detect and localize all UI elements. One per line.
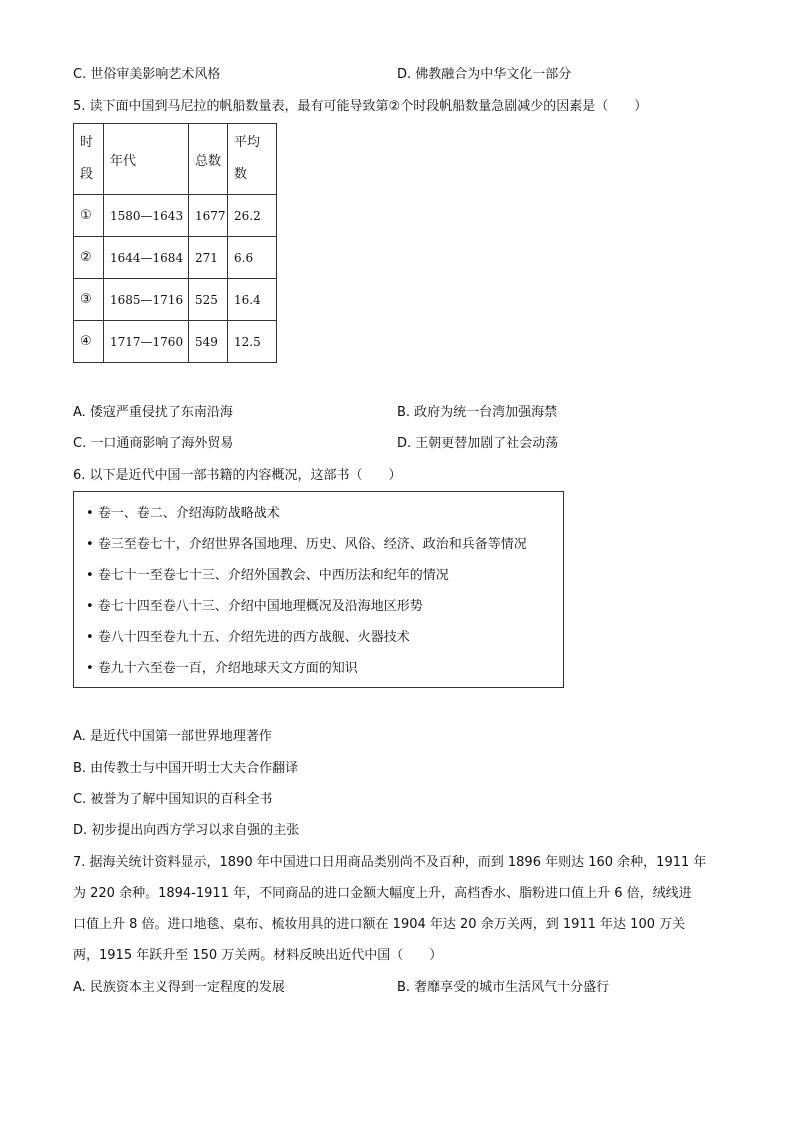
q4-option-d: D. 佛教融合为中华文化一部分 [397,67,572,82]
q6-stem: 6. 以下是近代中国一部书籍的内容概况，这部书（ ） [73,468,402,483]
q5-option-b: B. 政府为统一台湾加强海禁 [397,405,558,420]
cell-total: 549 [189,321,228,363]
cell-average: 26.2 [228,195,277,237]
q7-option-b: B. 奢靡享受的城市生活风气十分盛行 [397,980,610,995]
box-item: • 卷九十六至卷一百，介绍地球天文方面的知识 [86,661,358,676]
q4-option-c: C. 世俗审美影响艺术风格 [73,67,221,82]
q6-option-d: D. 初步提出向西方学习以求自强的主张 [73,823,300,838]
table-row [74,279,277,321]
table-row [74,195,277,237]
table-row [74,321,277,363]
header-period [74,124,104,195]
cell-era: 1580—1643 [104,195,189,237]
cell-total: 271 [189,237,228,279]
table-header-row [74,124,277,195]
cell-period: ① [74,195,104,237]
q5-option-c: C. 一口通商影响了海外贸易 [73,436,234,451]
cell-average: 6.6 [228,237,277,279]
header-average-line1: 平均 [234,135,261,150]
q6-option-b: B. 由传教士与中国开明士大夫合作翻译 [73,761,299,776]
header-average-line2: 数 [234,167,248,182]
cell-average: 12.5 [228,321,277,363]
q7-stem-line2: 为 220 余种。1894-1911 年，不同商品的进口金额大幅度上升，高档香水、脂粉进口值上升 6 倍，绒线进 [73,886,692,901]
q5-stem: 5. 读下面中国到马尼拉的帆船数量表，最有可能导致第②个时段帆船数量急剧减少的因素是（ ） [73,99,648,114]
box-item: • 卷八十四至卷九十五、介绍先进的西方战舰、火器技术 [86,630,410,645]
q5-option-d: D. 王朝更替加剧了社会动荡 [397,436,559,451]
box-item: • 卷一、卷二、介绍海防战略战术 [86,506,280,521]
header-average [228,124,277,195]
book-contents-box [73,491,564,688]
box-item: • 卷七十四至卷八十三、介绍中国地理概况及沿海地区形势 [86,599,423,614]
cell-period: ③ [74,279,104,321]
q7-stem-line1: 7. 据海关统计资料显示，1890 年中国进口日用商品类别尚不及百种，而到 1896 年则达 160 余种，1911 年 [73,855,707,870]
box-item: • 卷七十一至卷七十三、介绍外国教会、中西历法和纪年的情况 [86,568,449,583]
cell-era: 1717—1760 [104,321,189,363]
header-period-line2: 段 [80,167,94,182]
cell-era: 1644—1684 [104,237,189,279]
q7-stem-line3: 口值上升 8 倍。进口地毯、桌布、梳妆用具的进口额在 1904 年达 20 余万关两，到 1911 年达 100 万关 [73,917,686,932]
box-item: • 卷三至卷七十，介绍世界各国地理、历史、风俗、经济、政治和兵备等情况 [86,537,527,552]
cell-total: 525 [189,279,228,321]
cell-period: ④ [74,321,104,363]
table-row [74,237,277,279]
cell-total: 1677 [189,195,228,237]
q5-option-a: A. 倭寇严重侵扰了东南沿海 [73,405,233,420]
header-total: 总数 [189,124,228,195]
header-period-line1: 时 [80,135,94,150]
q6-option-c: C. 被誉为了解中国知识的百科全书 [73,792,273,807]
cell-average: 16.4 [228,279,277,321]
ship-count-table [73,123,277,363]
header-era: 年代 [104,124,189,195]
q7-stem-line4: 两，1915 年跃升至 150 万关两。材料反映出近代中国（ ） [73,948,443,963]
cell-period: ② [74,237,104,279]
cell-era: 1685—1716 [104,279,189,321]
q6-option-a: A. 是近代中国第一部世界地理著作 [73,729,272,744]
q7-option-a: A. 民族资本主义得到一定程度的发展 [73,980,285,995]
